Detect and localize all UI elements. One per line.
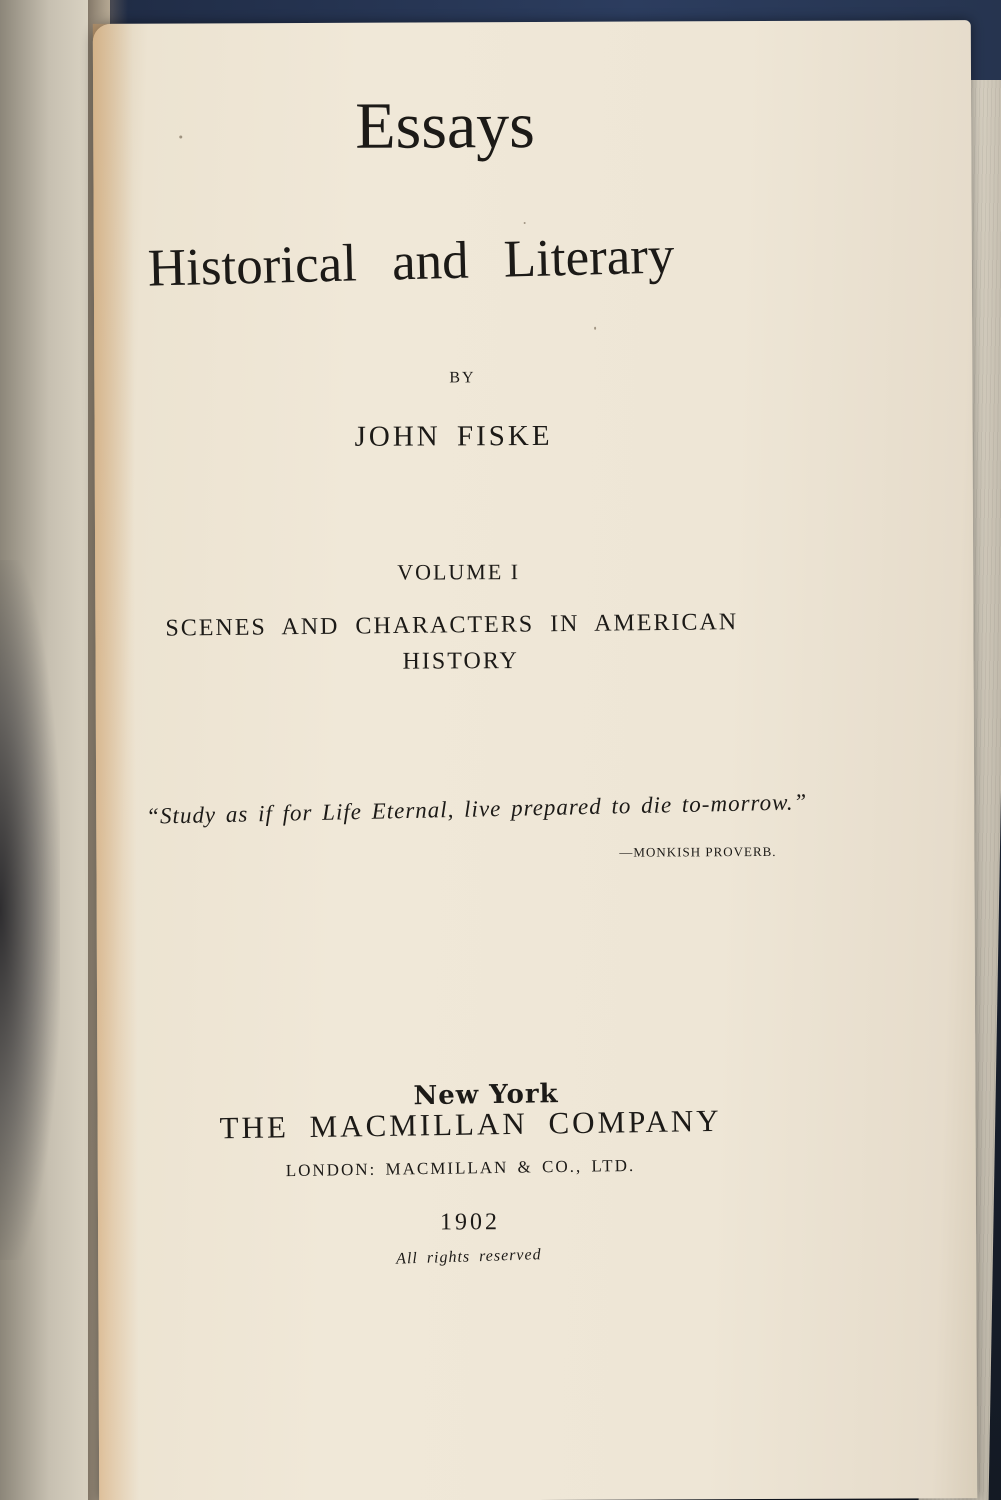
title-page [93, 20, 977, 1500]
by-line: BY [449, 369, 476, 387]
volume-label: VOLUME I [397, 559, 521, 585]
epigraph-quote: “Study as if for Life Eternal, live prepared to die to-morrow.” [145, 789, 808, 829]
publication-place: New York [413, 1079, 559, 1112]
epigraph-attribution: —MONKISH PROVERB. [619, 843, 777, 860]
book-subtitle: Historical and Literary [147, 226, 676, 298]
volume-title-line-1: SCENES AND CHARACTERS IN AMERICAN [165, 609, 739, 642]
publication-year: 1902 [439, 1209, 501, 1236]
book-title: Essays [355, 88, 536, 163]
paper-speck [179, 136, 182, 139]
publisher-name: THE MACMILLAN COMPANY [219, 1102, 722, 1146]
paper-speck [524, 222, 526, 224]
facing-page-shadow [0, 560, 60, 1260]
paper-speck [594, 327, 596, 330]
rights-notice: All rights reserved [395, 1246, 542, 1268]
volume-title-line-2: HISTORY [402, 648, 519, 675]
london-distributor: LONDON: MACMILLAN & CO., LTD. [285, 1155, 636, 1181]
author-name: JOHN FISKE [354, 419, 553, 453]
